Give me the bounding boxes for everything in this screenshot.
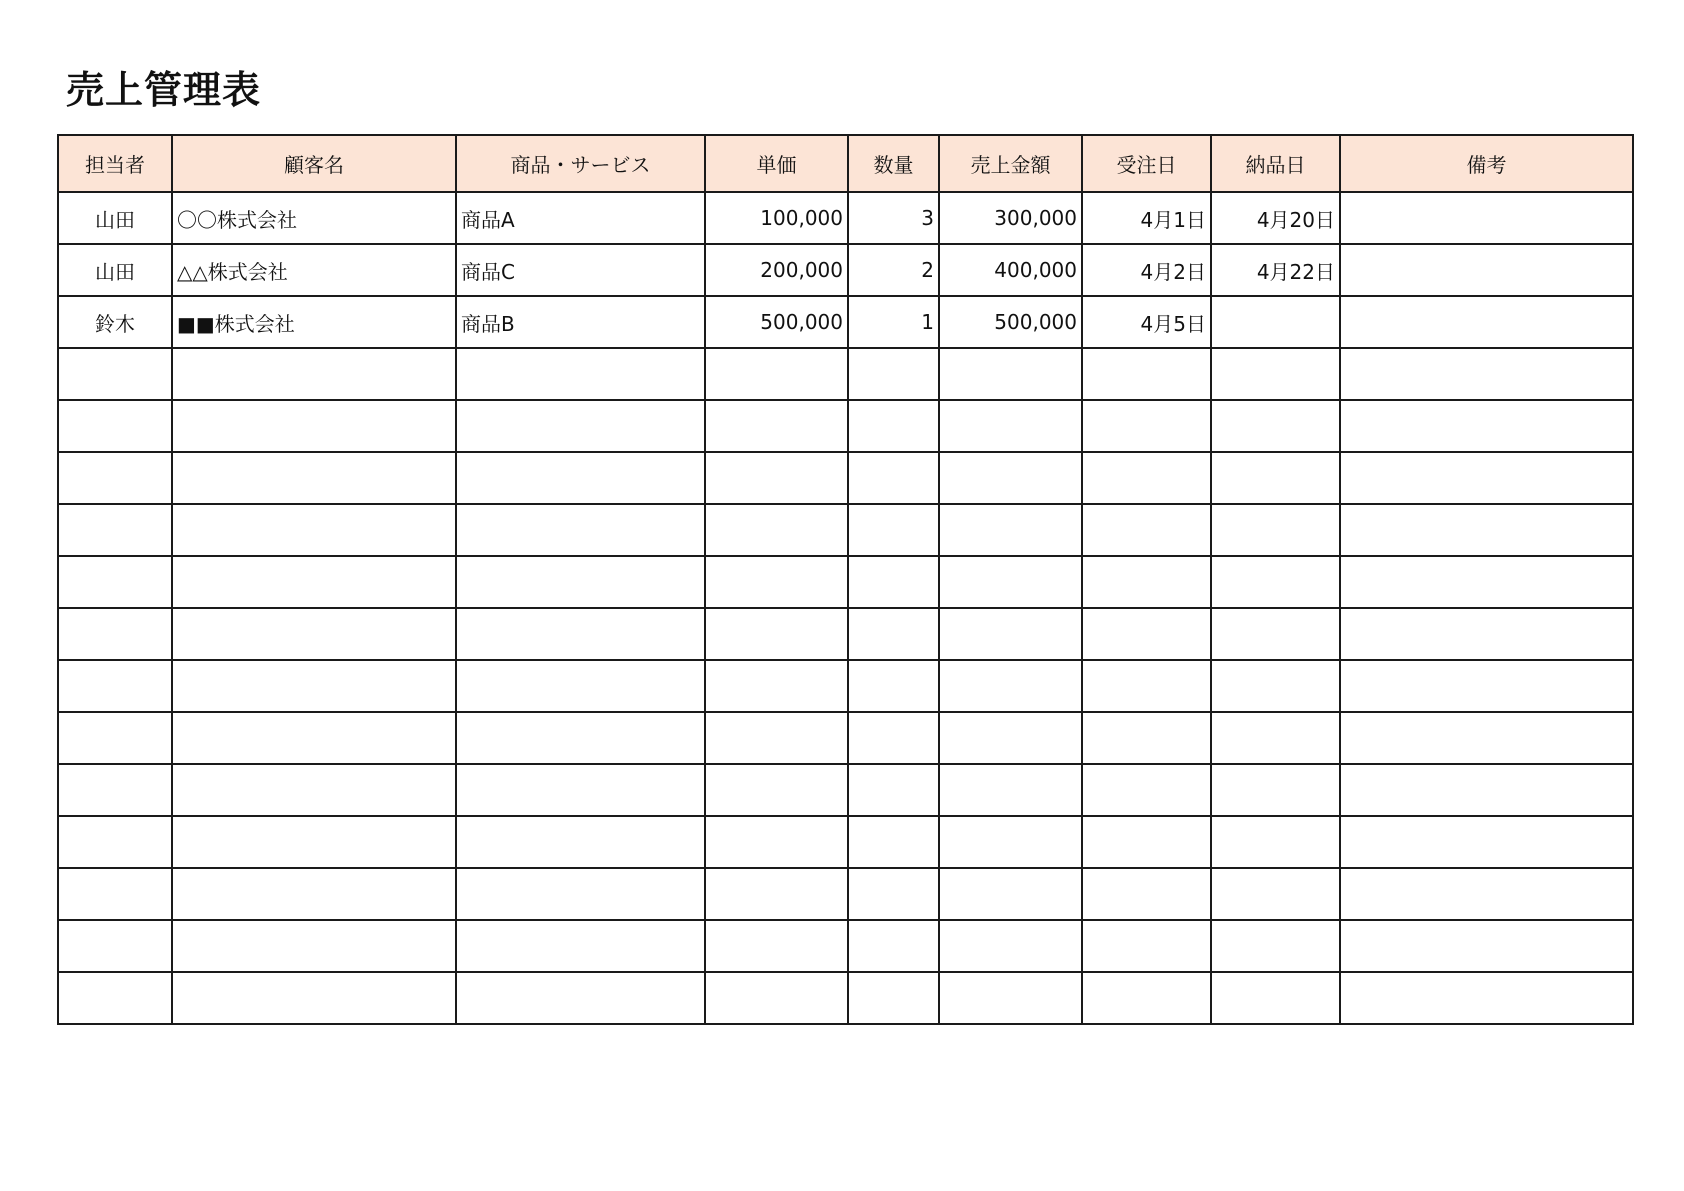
cell-delivery-date[interactable] bbox=[1211, 972, 1340, 1024]
cell-staff[interactable] bbox=[58, 712, 172, 764]
cell-product[interactable] bbox=[456, 868, 705, 920]
cell-quantity[interactable] bbox=[848, 400, 939, 452]
cell-product[interactable] bbox=[456, 660, 705, 712]
table-row-empty bbox=[58, 660, 1633, 712]
cell-unit-price[interactable] bbox=[705, 348, 848, 400]
cell-unit-price[interactable] bbox=[705, 972, 848, 1024]
cell-delivery-date[interactable]: 4月20日 bbox=[1211, 192, 1340, 244]
cell-amount[interactable] bbox=[939, 868, 1082, 920]
cell-staff[interactable] bbox=[58, 920, 172, 972]
cell-delivery-date[interactable] bbox=[1211, 816, 1340, 868]
cell-quantity[interactable] bbox=[848, 972, 939, 1024]
cell-quantity[interactable] bbox=[848, 660, 939, 712]
cell-amount[interactable] bbox=[939, 920, 1082, 972]
cell-staff[interactable] bbox=[58, 608, 172, 660]
page-title: 売上管理表 bbox=[66, 68, 262, 112]
cell-amount[interactable] bbox=[939, 608, 1082, 660]
cell-amount[interactable]: 500,000 bbox=[939, 296, 1082, 348]
cell-customer[interactable] bbox=[172, 504, 456, 556]
cell-customer[interactable] bbox=[172, 400, 456, 452]
cell-product[interactable] bbox=[456, 712, 705, 764]
cell-order-date[interactable] bbox=[1082, 764, 1211, 816]
cell-staff[interactable] bbox=[58, 764, 172, 816]
cell-delivery-date[interactable] bbox=[1211, 504, 1340, 556]
header-unit-price: 単価 bbox=[705, 135, 848, 192]
cell-quantity[interactable] bbox=[848, 764, 939, 816]
cell-amount[interactable]: 400,000 bbox=[939, 244, 1082, 296]
cell-unit-price[interactable]: 500,000 bbox=[705, 296, 848, 348]
cell-customer[interactable] bbox=[172, 712, 456, 764]
cell-amount[interactable]: 300,000 bbox=[939, 192, 1082, 244]
cell-product[interactable] bbox=[456, 764, 705, 816]
cell-note[interactable] bbox=[1340, 712, 1633, 764]
cell-order-date[interactable] bbox=[1082, 348, 1211, 400]
cell-quantity[interactable]: 3 bbox=[848, 192, 939, 244]
cell-delivery-date[interactable]: 4月22日 bbox=[1211, 244, 1340, 296]
cell-note[interactable] bbox=[1340, 296, 1633, 348]
header-staff: 担当者 bbox=[58, 135, 172, 192]
cell-customer[interactable] bbox=[172, 608, 456, 660]
cell-note[interactable] bbox=[1340, 972, 1633, 1024]
table-row-empty bbox=[58, 764, 1633, 816]
cell-note[interactable] bbox=[1340, 920, 1633, 972]
cell-order-date[interactable] bbox=[1082, 452, 1211, 504]
cell-staff[interactable]: 山田 bbox=[58, 192, 172, 244]
cell-product[interactable]: 商品A bbox=[456, 192, 705, 244]
cell-customer[interactable]: 〇〇株式会社 bbox=[172, 192, 456, 244]
cell-customer[interactable] bbox=[172, 868, 456, 920]
cell-unit-price[interactable] bbox=[705, 660, 848, 712]
table-row-empty bbox=[58, 348, 1633, 400]
cell-quantity[interactable] bbox=[848, 348, 939, 400]
cell-product[interactable]: 商品B bbox=[456, 296, 705, 348]
header-note: 備考 bbox=[1340, 135, 1633, 192]
cell-amount[interactable] bbox=[939, 400, 1082, 452]
cell-note[interactable] bbox=[1340, 868, 1633, 920]
cell-delivery-date[interactable] bbox=[1211, 608, 1340, 660]
cell-order-date[interactable] bbox=[1082, 504, 1211, 556]
cell-note[interactable] bbox=[1340, 764, 1633, 816]
cell-quantity[interactable] bbox=[848, 556, 939, 608]
cell-note[interactable] bbox=[1340, 608, 1633, 660]
cell-staff[interactable] bbox=[58, 348, 172, 400]
cell-amount[interactable] bbox=[939, 764, 1082, 816]
cell-note[interactable] bbox=[1340, 504, 1633, 556]
table-row-empty bbox=[58, 816, 1633, 868]
cell-staff[interactable] bbox=[58, 816, 172, 868]
cell-unit-price[interactable] bbox=[705, 764, 848, 816]
cell-quantity[interactable] bbox=[848, 504, 939, 556]
cell-product[interactable] bbox=[456, 348, 705, 400]
cell-customer[interactable]: △△株式会社 bbox=[172, 244, 456, 296]
table-row-empty bbox=[58, 452, 1633, 504]
cell-product[interactable] bbox=[456, 608, 705, 660]
cell-delivery-date[interactable] bbox=[1211, 764, 1340, 816]
header-row bbox=[58, 135, 1633, 192]
cell-delivery-date[interactable] bbox=[1211, 556, 1340, 608]
cell-order-date[interactable]: 4月2日 bbox=[1082, 244, 1211, 296]
table-row bbox=[58, 244, 1633, 296]
table-row bbox=[58, 296, 1633, 348]
cell-quantity[interactable] bbox=[848, 816, 939, 868]
cell-order-date[interactable] bbox=[1082, 920, 1211, 972]
header-customer: 顧客名 bbox=[172, 135, 456, 192]
cell-staff[interactable] bbox=[58, 868, 172, 920]
cell-amount[interactable] bbox=[939, 660, 1082, 712]
header-product: 商品・サービス bbox=[456, 135, 705, 192]
cell-customer[interactable] bbox=[172, 816, 456, 868]
cell-staff[interactable] bbox=[58, 660, 172, 712]
cell-staff[interactable] bbox=[58, 972, 172, 1024]
cell-unit-price[interactable]: 100,000 bbox=[705, 192, 848, 244]
table-row-empty bbox=[58, 712, 1633, 764]
cell-unit-price[interactable]: 200,000 bbox=[705, 244, 848, 296]
cell-order-date[interactable]: 4月5日 bbox=[1082, 296, 1211, 348]
table-row-empty bbox=[58, 868, 1633, 920]
cell-product[interactable] bbox=[456, 504, 705, 556]
cell-customer[interactable] bbox=[172, 972, 456, 1024]
cell-delivery-date[interactable] bbox=[1211, 348, 1340, 400]
cell-note[interactable] bbox=[1340, 452, 1633, 504]
cell-quantity[interactable] bbox=[848, 712, 939, 764]
cell-order-date[interactable] bbox=[1082, 660, 1211, 712]
cell-delivery-date[interactable] bbox=[1211, 400, 1340, 452]
cell-quantity[interactable] bbox=[848, 868, 939, 920]
cell-delivery-date[interactable] bbox=[1211, 452, 1340, 504]
cell-customer[interactable] bbox=[172, 920, 456, 972]
cell-delivery-date[interactable] bbox=[1211, 868, 1340, 920]
cell-staff[interactable] bbox=[58, 504, 172, 556]
cell-order-date[interactable] bbox=[1082, 400, 1211, 452]
cell-amount[interactable] bbox=[939, 816, 1082, 868]
cell-unit-price[interactable] bbox=[705, 556, 848, 608]
cell-customer[interactable] bbox=[172, 452, 456, 504]
cell-product[interactable] bbox=[456, 400, 705, 452]
table-row-empty bbox=[58, 608, 1633, 660]
cell-amount[interactable] bbox=[939, 504, 1082, 556]
table-row-empty bbox=[58, 400, 1633, 452]
cell-amount[interactable] bbox=[939, 556, 1082, 608]
cell-customer[interactable] bbox=[172, 764, 456, 816]
cell-product[interactable]: 商品C bbox=[456, 244, 705, 296]
cell-order-date[interactable] bbox=[1082, 868, 1211, 920]
cell-customer[interactable]: ■■株式会社 bbox=[172, 296, 456, 348]
header-quantity: 数量 bbox=[848, 135, 939, 192]
cell-note[interactable] bbox=[1340, 400, 1633, 452]
cell-order-date[interactable] bbox=[1082, 972, 1211, 1024]
header-delivery-date: 納品日 bbox=[1211, 135, 1340, 192]
table-row-empty bbox=[58, 920, 1633, 972]
cell-quantity[interactable] bbox=[848, 920, 939, 972]
table-row-empty bbox=[58, 972, 1633, 1024]
cell-note[interactable] bbox=[1340, 556, 1633, 608]
cell-staff[interactable]: 鈴木 bbox=[58, 296, 172, 348]
cell-customer[interactable] bbox=[172, 660, 456, 712]
cell-order-date[interactable] bbox=[1082, 556, 1211, 608]
cell-customer[interactable] bbox=[172, 556, 456, 608]
cell-customer[interactable] bbox=[172, 348, 456, 400]
cell-note[interactable] bbox=[1340, 660, 1633, 712]
cell-unit-price[interactable] bbox=[705, 608, 848, 660]
header-amount: 売上金額 bbox=[939, 135, 1082, 192]
cell-product[interactable] bbox=[456, 452, 705, 504]
cell-product[interactable] bbox=[456, 920, 705, 972]
cell-note[interactable] bbox=[1340, 348, 1633, 400]
cell-delivery-date[interactable] bbox=[1211, 920, 1340, 972]
cell-product[interactable] bbox=[456, 556, 705, 608]
cell-amount[interactable] bbox=[939, 972, 1082, 1024]
cell-product[interactable] bbox=[456, 972, 705, 1024]
cell-amount[interactable] bbox=[939, 452, 1082, 504]
cell-quantity[interactable]: 1 bbox=[848, 296, 939, 348]
cell-unit-price[interactable] bbox=[705, 400, 848, 452]
cell-note[interactable] bbox=[1340, 816, 1633, 868]
cell-quantity[interactable] bbox=[848, 452, 939, 504]
cell-note[interactable] bbox=[1340, 244, 1633, 296]
cell-amount[interactable] bbox=[939, 712, 1082, 764]
cell-delivery-date[interactable] bbox=[1211, 712, 1340, 764]
cell-unit-price[interactable] bbox=[705, 712, 848, 764]
cell-order-date[interactable] bbox=[1082, 712, 1211, 764]
sales-table bbox=[57, 134, 1634, 1025]
cell-quantity[interactable] bbox=[848, 608, 939, 660]
cell-staff[interactable]: 山田 bbox=[58, 244, 172, 296]
cell-unit-price[interactable] bbox=[705, 452, 848, 504]
cell-order-date[interactable] bbox=[1082, 608, 1211, 660]
cell-unit-price[interactable] bbox=[705, 868, 848, 920]
table-row-empty bbox=[58, 504, 1633, 556]
cell-product[interactable] bbox=[456, 816, 705, 868]
cell-unit-price[interactable] bbox=[705, 504, 848, 556]
cell-unit-price[interactable] bbox=[705, 816, 848, 868]
cell-order-date[interactable] bbox=[1082, 816, 1211, 868]
cell-delivery-date[interactable] bbox=[1211, 660, 1340, 712]
table-row bbox=[58, 192, 1633, 244]
table-row-empty bbox=[58, 556, 1633, 608]
cell-amount[interactable] bbox=[939, 348, 1082, 400]
cell-quantity[interactable]: 2 bbox=[848, 244, 939, 296]
cell-note[interactable] bbox=[1340, 192, 1633, 244]
cell-staff[interactable] bbox=[58, 452, 172, 504]
cell-staff[interactable] bbox=[58, 556, 172, 608]
cell-unit-price[interactable] bbox=[705, 920, 848, 972]
cell-order-date[interactable]: 4月1日 bbox=[1082, 192, 1211, 244]
cell-staff[interactable] bbox=[58, 400, 172, 452]
header-order-date: 受注日 bbox=[1082, 135, 1211, 192]
cell-delivery-date[interactable] bbox=[1211, 296, 1340, 348]
